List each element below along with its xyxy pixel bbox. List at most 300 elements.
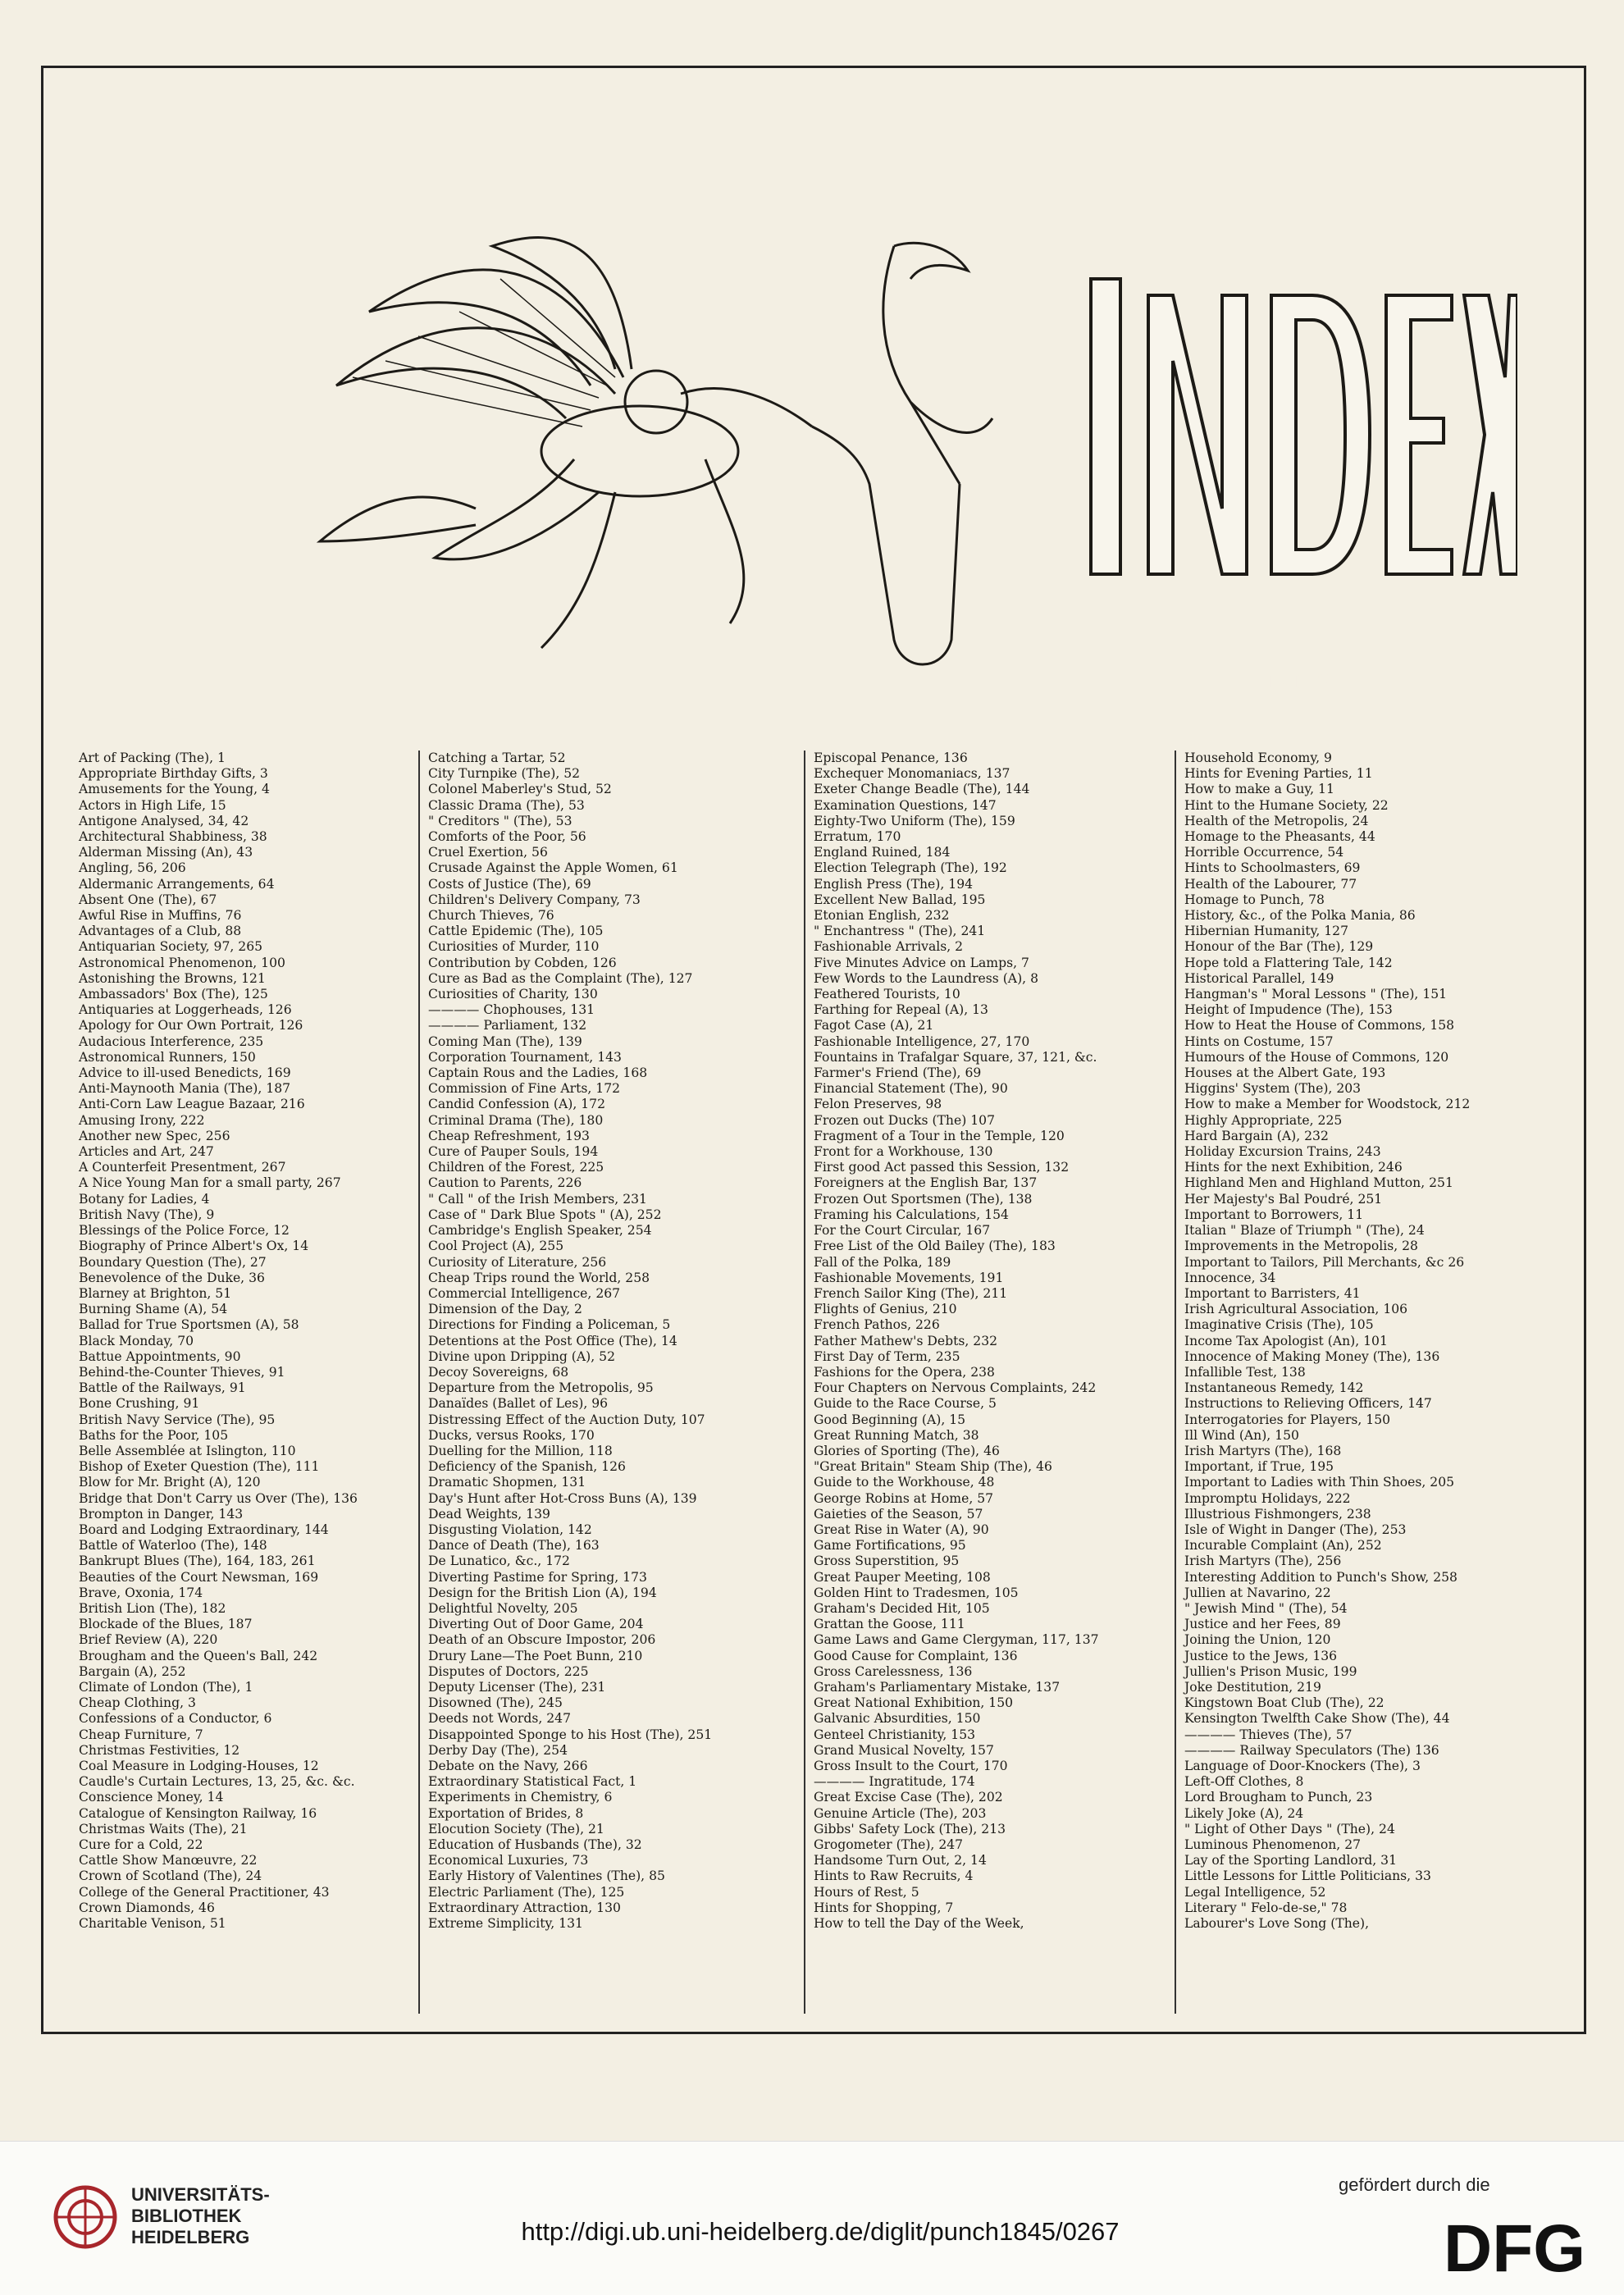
- index-entry: Hard Bargain (A), 232: [1184, 1128, 1329, 1143]
- index-entry: Important to Barristers, 41: [1184, 1285, 1361, 1301]
- index-entry: Bridge that Don't Carry us Over (The), 136: [79, 1490, 358, 1506]
- index-entry: Bargain (A), 252: [79, 1663, 186, 1679]
- index-entry: Felon Preserves, 98: [814, 1097, 942, 1112]
- index-entry: Hints for the next Exhibition, 246: [1184, 1160, 1403, 1175]
- index-entry: Antiquaries at Loggerheads, 126: [79, 1002, 292, 1018]
- index-entry: Joining the Union, 120: [1184, 1632, 1331, 1648]
- index-entry: Disgusting Violation, 142: [428, 1522, 592, 1537]
- index-entry: Danaïdes (Ballet of Les), 96: [428, 1396, 609, 1412]
- index-entry: Departure from the Metropolis, 95: [428, 1380, 654, 1396]
- index-entry: Guide to the Workhouse, 48: [814, 1475, 995, 1490]
- index-entry: Elocution Society (The), 21: [428, 1821, 604, 1836]
- index-entry: Church Thieves, 76: [428, 908, 554, 924]
- index-entry: City Turnpike (The), 52: [428, 766, 581, 782]
- index-entry: Bishop of Exeter Question (The), 111: [79, 1459, 320, 1475]
- index-entry: British Navy Service (The), 95: [79, 1412, 276, 1427]
- index-entry: ———— Chophouses, 131: [428, 1002, 595, 1018]
- index-entry: Houses at the Albert Gate, 193: [1184, 1065, 1386, 1081]
- index-entry: Hints for Evening Parties, 11: [1184, 766, 1373, 782]
- index-entry: Board and Lodging Extraordinary, 144: [79, 1522, 329, 1537]
- index-entry: George Robins at Home, 57: [814, 1490, 994, 1506]
- index-entry: Left-Off Clothes, 8: [1184, 1774, 1304, 1790]
- index-entry: Behind-the-Counter Thieves, 91: [79, 1364, 285, 1380]
- index-entry: Audacious Interference, 235: [79, 1033, 264, 1049]
- index-entry: Health of the Labourer, 77: [1184, 876, 1357, 892]
- index-entry: Death of an Obscure Impostor, 206: [428, 1632, 656, 1648]
- index-entry: Battue Appointments, 90: [79, 1348, 241, 1364]
- index-column-2: [418, 751, 804, 2014]
- index-entry: ———— Thieves (The), 57: [1184, 1727, 1353, 1742]
- index-column-4: [1175, 751, 1568, 2014]
- index-entry: Brougham and the Queen's Ball, 242: [79, 1648, 318, 1663]
- index-entry: College of the General Practitioner, 43: [79, 1884, 330, 1900]
- index-entry: Antigone Analysed, 34, 42: [79, 813, 249, 828]
- index-entry: For the Court Circular, 167: [814, 1223, 991, 1239]
- index-entry: Brief Review (A), 220: [79, 1632, 218, 1648]
- index-entry: Case of " Dark Blue Spots " (A), 252: [428, 1207, 662, 1222]
- index-entry: Income Tax Apologist (An), 101: [1184, 1333, 1388, 1348]
- index-entry: Genuine Article (The), 203: [814, 1805, 987, 1821]
- dfg-logo-icon[interactable]: [1444, 2215, 1599, 2281]
- index-column-3: [804, 751, 1175, 2014]
- index-entry: Free List of the Old Bailey (The), 183: [814, 1239, 1056, 1254]
- index-entry: Horrible Occurrence, 54: [1184, 845, 1344, 860]
- index-entry: Exportation of Brides, 8: [428, 1805, 584, 1821]
- index-entry: England Ruined, 184: [814, 845, 951, 860]
- index-entry: Jullien's Prison Music, 199: [1184, 1663, 1357, 1679]
- index-entry: First Day of Term, 235: [814, 1348, 960, 1364]
- index-entry: Framing his Calculations, 154: [814, 1207, 1009, 1222]
- index-entry: Frozen Out Sportsmen (The), 138: [814, 1191, 1033, 1207]
- index-entry: Debate on the Navy, 266: [428, 1759, 588, 1773]
- index-entry: How to make a Member for Woodstock, 212: [1184, 1097, 1471, 1112]
- index-entry: Hangman's " Moral Lessons " (The), 151: [1184, 987, 1448, 1002]
- index-entry: Hibernian Humanity, 127: [1184, 924, 1349, 939]
- index-entry: Hope told a Flattering Tale, 142: [1184, 955, 1393, 970]
- index-entry: Benevolence of the Duke, 36: [79, 1270, 265, 1285]
- index-entry: Cheap Refreshment, 193: [428, 1128, 590, 1143]
- index-entry: Disappointed Sponge to his Host (The), 251: [428, 1727, 713, 1742]
- index-entry: Handsome Turn Out, 2, 14: [814, 1853, 987, 1868]
- index-entry: A Nice Young Man for a small party, 267: [79, 1175, 341, 1191]
- index-entry: Classic Drama (The), 53: [428, 797, 585, 813]
- index-entry: Drury Lane—The Poet Bunn, 210: [428, 1648, 643, 1663]
- index-entry: Fall of the Polka, 189: [814, 1254, 951, 1270]
- index-entry: Angling, 56, 206: [79, 860, 186, 876]
- index-entry: Blarney at Brighton, 51: [79, 1285, 232, 1301]
- index-entry: Infallible Test, 138: [1184, 1364, 1306, 1380]
- index-entry: Comforts of the Poor, 56: [428, 829, 586, 845]
- index-entry: Ambassadors' Box (The), 125: [79, 987, 268, 1002]
- index-entry: Cheap Furniture, 7: [79, 1727, 203, 1742]
- index-entry: Charitable Venison, 51: [79, 1916, 226, 1932]
- index-entry: Christmas Waits (The), 21: [79, 1821, 248, 1836]
- index-entry: " Call " of the Irish Members, 231: [428, 1191, 647, 1207]
- index-entry: Humours of the House of Commons, 120: [1184, 1049, 1449, 1065]
- index-entry: British Navy (The), 9: [79, 1207, 215, 1222]
- index-column-1: [75, 751, 418, 2014]
- index-entry: Detentions at the Post Office (The), 14: [428, 1333, 677, 1348]
- index-entry: Deficiency of the Spanish, 126: [428, 1459, 626, 1475]
- index-entry: Front for a Workhouse, 130: [814, 1144, 993, 1160]
- index-entry: Homage to the Pheasants, 44: [1184, 829, 1375, 845]
- index-entry: Grattan the Goose, 111: [814, 1617, 965, 1632]
- index-entry: Joke Destitution, 219: [1184, 1679, 1321, 1695]
- index-entry: Absent One (The), 67: [79, 892, 217, 907]
- index-entry: A Counterfeit Presentment, 267: [79, 1160, 286, 1175]
- index-entry: Deeds not Words, 247: [428, 1711, 572, 1727]
- index-entry: Cool Project (A), 255: [428, 1239, 564, 1254]
- index-entry: Actors in High Life, 15: [79, 797, 226, 813]
- index-entry: Examination Questions, 147: [814, 797, 997, 813]
- index-entry: Father Mathew's Debts, 232: [814, 1333, 998, 1348]
- index-entry: Costs of Justice (The), 69: [428, 876, 591, 892]
- index-entry: Boundary Question (The), 27: [79, 1254, 267, 1270]
- funding-label: gefördert durch die: [1339, 2174, 1490, 2195]
- index-entry: Highland Men and Highland Mutton, 251: [1184, 1175, 1453, 1191]
- index-entry: Commercial Intelligence, 267: [428, 1285, 621, 1301]
- index-entry: Isle of Wight in Danger (The), 253: [1184, 1522, 1407, 1537]
- index-entry: Awful Rise in Muffins, 76: [79, 908, 242, 924]
- index-entry: Imaginative Crisis (The), 105: [1184, 1317, 1374, 1333]
- index-entry: ———— Ingratitude, 174: [814, 1774, 975, 1790]
- index-entry: Design for the British Lion (A), 194: [428, 1585, 657, 1600]
- index-entry: Diverting Pastime for Spring, 173: [428, 1569, 647, 1585]
- index-entry: Ill Wind (An), 150: [1184, 1427, 1299, 1443]
- index-entry: Corporation Tournament, 143: [428, 1049, 622, 1065]
- index-entry: Bankrupt Blues (The), 164, 183, 261: [79, 1554, 316, 1569]
- index-entry: Eighty-Two Uniform (The), 159: [814, 813, 1015, 828]
- index-entry: Blow for Mr. Bright (A), 120: [79, 1475, 261, 1490]
- index-entry: Language of Door-Knockers (The), 3: [1184, 1759, 1421, 1773]
- index-entry: Alderman Missing (An), 43: [79, 845, 253, 860]
- index-entry: Experiments in Chemistry, 6: [428, 1790, 613, 1805]
- index-entry: Excellent New Ballad, 195: [814, 892, 986, 907]
- index-entry: Cruel Exertion, 56: [428, 845, 548, 860]
- index-entry: Cure of Pauper Souls, 194: [428, 1144, 599, 1160]
- index-entry: Irish Agricultural Association, 106: [1184, 1302, 1408, 1317]
- index-entry: Great Rise in Water (A), 90: [814, 1522, 989, 1537]
- index-entry: Coming Man (The), 139: [428, 1033, 582, 1049]
- index-entry: Criminal Drama (The), 180: [428, 1112, 604, 1128]
- index-entry: " Jewish Mind " (The), 54: [1184, 1600, 1348, 1616]
- index-entry: Curiosities of Murder, 110: [428, 939, 600, 955]
- index-entry: Lord Brougham to Punch, 23: [1184, 1790, 1373, 1805]
- index-entry: Grogometer (The), 247: [814, 1837, 964, 1853]
- index-entry: Fashionable Intelligence, 27, 170: [814, 1033, 1030, 1049]
- index-entry: Blessings of the Police Force, 12: [79, 1223, 290, 1239]
- index-entry: Anti-Maynooth Mania (The), 187: [79, 1081, 291, 1097]
- index-entry: Interrogatories for Players, 150: [1184, 1412, 1391, 1427]
- index-entry: Antiquarian Society, 97, 265: [79, 939, 263, 955]
- index-entry: Gaieties of the Season, 57: [814, 1506, 983, 1522]
- index-entry: Literary " Felo-de-se," 78: [1184, 1900, 1348, 1915]
- index-entry: Anti-Corn Law League Bazaar, 216: [79, 1097, 305, 1112]
- horn-instrument: [812, 243, 992, 664]
- index-entry: Grand Musical Novelty, 157: [814, 1742, 994, 1758]
- index-entry: Early History of Valentines (The), 85: [428, 1868, 665, 1884]
- index-entry: Incurable Complaint (An), 252: [1184, 1538, 1382, 1554]
- index-entry: Great Pauper Meeting, 108: [814, 1569, 991, 1585]
- index-entry: Game Laws and Game Clergyman, 117, 137: [814, 1632, 1099, 1648]
- index-entry: Episcopal Penance, 136: [814, 751, 968, 765]
- index-entry: Interesting Addition to Punch's Show, 258: [1184, 1569, 1457, 1585]
- index-entry: Electric Parliament (The), 125: [428, 1884, 625, 1900]
- index-entry: Frozen out Ducks (The) 107: [814, 1112, 996, 1128]
- index-entry: Important, if True, 195: [1184, 1459, 1334, 1475]
- index-entry: Etonian English, 232: [814, 908, 950, 924]
- index-entry: Highly Appropriate, 225: [1184, 1112, 1343, 1128]
- index-entry: Bone Crushing, 91: [79, 1396, 200, 1412]
- index-entry: Dimension of the Day, 2: [428, 1302, 582, 1317]
- index-entry: Disowned (The), 245: [428, 1695, 563, 1711]
- index-entry: Holiday Excursion Trains, 243: [1184, 1144, 1381, 1160]
- index-entry: Amusing Irony, 222: [79, 1112, 205, 1128]
- index-entry: Irish Martyrs (The), 256: [1184, 1554, 1342, 1569]
- index-entry: Cattle Show Manœuvre, 22: [79, 1853, 258, 1868]
- index-entry: Fashionable Movements, 191: [814, 1270, 1004, 1285]
- index-entry: Her Majesty's Bal Poudré, 251: [1184, 1191, 1383, 1207]
- index-entry: Italian " Blaze of Triumph " (The), 24: [1184, 1223, 1425, 1239]
- index-entry: Coal Measure in Lodging-Houses, 12: [79, 1759, 319, 1773]
- index-entry: Gross Carelessness, 136: [814, 1663, 973, 1679]
- index-entry: Illustrious Fishmongers, 238: [1184, 1506, 1371, 1522]
- index-entry: Exeter Change Beadle (The), 144: [814, 782, 1030, 797]
- index-entry: Kingstown Boat Club (The), 22: [1184, 1695, 1385, 1711]
- index-entry: Blockade of the Blues, 187: [79, 1617, 253, 1632]
- index-entry: Justice to the Jews, 136: [1184, 1648, 1338, 1663]
- index-entry: Battle of the Railways, 91: [79, 1380, 246, 1396]
- index-entry: Good Cause for Complaint, 136: [814, 1648, 1018, 1663]
- index-entry: Gross Insult to the Court, 170: [814, 1759, 1008, 1773]
- index-entry: Commission of Fine Arts, 172: [428, 1081, 621, 1097]
- index-entry: Decoy Sovereigns, 68: [428, 1364, 569, 1380]
- index-entry: Extreme Simplicity, 131: [428, 1916, 583, 1932]
- index-entry: Hints on Costume, 157: [1184, 1033, 1334, 1049]
- index-entry: Cheap Trips round the World, 258: [428, 1270, 650, 1285]
- index-entry: Innocence, 34: [1184, 1270, 1276, 1285]
- index-entry: Game Fortifications, 95: [814, 1538, 966, 1554]
- index-entry: Great Excise Case (The), 202: [814, 1790, 1003, 1805]
- index-entry: Ballad for True Sportsmen (A), 58: [79, 1317, 299, 1333]
- index-entry: Graham's Decided Hit, 105: [814, 1600, 990, 1616]
- index-entry: Hint to the Humane Society, 22: [1184, 797, 1389, 813]
- index-entry: Cure as Bad as the Complaint (The), 127: [428, 970, 693, 986]
- index-entry: French Sailor King (The), 211: [814, 1285, 1008, 1301]
- index-entry: Curiosity of Literature, 256: [428, 1254, 607, 1270]
- index-entry: Important to Borrowers, 11: [1184, 1207, 1364, 1222]
- index-entry: Brompton in Danger, 143: [79, 1506, 244, 1522]
- index-entry: Hints to Schoolmasters, 69: [1184, 860, 1361, 876]
- heidelberg-library-seal-icon[interactable]: [52, 2184, 118, 2250]
- index-entry: Farmer's Friend (The), 69: [814, 1065, 982, 1081]
- index-entry: Caution to Parents, 226: [428, 1175, 582, 1191]
- index-entry: "Great Britain" Steam Ship (The), 46: [814, 1459, 1052, 1475]
- index-entry: Crown Diamonds, 46: [79, 1900, 215, 1915]
- index-entry: Belle Assemblée at Islington, 110: [79, 1443, 296, 1458]
- index-entry: Children's Delivery Company, 73: [428, 892, 641, 907]
- index-entry: Hours of Rest, 5: [814, 1884, 919, 1900]
- index-entry: Black Monday, 70: [79, 1333, 194, 1348]
- index-entry: Labourer's Love Song (The),: [1184, 1916, 1370, 1932]
- index-entry: " Enchantress " (The), 241: [814, 924, 986, 939]
- index-entry: Aldermanic Arrangements, 64: [79, 876, 275, 892]
- index-entry: Great Running Match, 38: [814, 1427, 979, 1443]
- index-entry: Feathered Tourists, 10: [814, 987, 960, 1002]
- index-entry: Cattle Epidemic (The), 105: [428, 924, 604, 939]
- index-entry: Astronomical Runners, 150: [79, 1049, 256, 1065]
- index-entry: Biography of Prince Albert's Ox, 14: [79, 1239, 309, 1254]
- index-entry: Derby Day (The), 254: [428, 1742, 568, 1758]
- index-entry: Election Telegraph (The), 192: [814, 860, 1007, 876]
- index-entry: Little Lessons for Little Politicians, 33: [1184, 1868, 1431, 1884]
- index-entry: Caudle's Curtain Lectures, 13, 25, &c. &c.: [79, 1774, 355, 1790]
- index-entry: Higgins' System (The), 203: [1184, 1081, 1362, 1097]
- index-entry: Five Minutes Advice on Lamps, 7: [814, 955, 1029, 970]
- index-entry: Articles and Art, 247: [79, 1144, 214, 1160]
- index-entry: Likely Joke (A), 24: [1184, 1805, 1304, 1821]
- index-entry: Dance of Death (The), 163: [428, 1538, 600, 1554]
- index-entry: Distressing Effect of the Auction Duty, 107: [428, 1412, 705, 1427]
- index-entry: Irish Martyrs (The), 168: [1184, 1443, 1342, 1458]
- index-entry: Foreigners at the English Bar, 137: [814, 1175, 1038, 1191]
- index-entry: Justice and her Fees, 89: [1184, 1617, 1341, 1632]
- index-entry: Financial Statement (The), 90: [814, 1081, 1008, 1097]
- index-entry: Important to Tailors, Pill Merchants, &c 26: [1184, 1254, 1465, 1270]
- index-entry: Impromptu Holidays, 222: [1184, 1490, 1351, 1506]
- index-entry: " Light of Other Days " (The), 24: [1184, 1821, 1395, 1836]
- index-entry: Candid Confession (A), 172: [428, 1097, 606, 1112]
- index-entry: Guide to the Race Course, 5: [814, 1396, 997, 1412]
- index-entry: Burning Shame (A), 54: [79, 1302, 228, 1317]
- index-entry: Brave, Oxonia, 174: [79, 1585, 203, 1600]
- index-title: INDEX.: [1266, 671, 1342, 694]
- index-entry: Household Economy, 9: [1184, 751, 1332, 765]
- index-entry: Lay of the Sporting Landlord, 31: [1184, 1853, 1398, 1868]
- index-entry: Delightful Novelty, 205: [428, 1600, 578, 1616]
- index-entry: Appropriate Birthday Gifts, 3: [79, 766, 268, 782]
- index-entry: Graham's Parliamentary Mistake, 137: [814, 1679, 1061, 1695]
- index-entry: Colonel Maberley's Stud, 52: [428, 782, 612, 797]
- index-entry: Crusade Against the Apple Women, 61: [428, 860, 678, 876]
- index-entry: Astonishing the Browns, 121: [79, 970, 266, 986]
- index-entry: Directions for Finding a Policeman, 5: [428, 1317, 671, 1333]
- index-entry: Instantaneous Remedy, 142: [1184, 1380, 1364, 1396]
- index-entry: Honour of the Bar (The), 129: [1184, 939, 1374, 955]
- index-entry: How to Heat the House of Commons, 158: [1184, 1018, 1455, 1033]
- index-entry: Contribution by Cobden, 126: [428, 955, 617, 970]
- index-entry: Fashionable Arrivals, 2: [814, 939, 964, 955]
- viewer-footer: [0, 2141, 1624, 2295]
- index-entry: Catching a Tartar, 52: [428, 751, 566, 765]
- index-entry: Botany for Ladies, 4: [79, 1191, 210, 1207]
- index-entry: Health of the Metropolis, 24: [1184, 813, 1369, 828]
- index-entry: Hints to Raw Recruits, 4: [814, 1868, 974, 1884]
- index-entry: Ducks, versus Rooks, 170: [428, 1427, 595, 1443]
- winged-figure-illustration: [320, 238, 812, 648]
- index-entry: Fashions for the Opera, 238: [814, 1364, 995, 1380]
- index-entry: Farthing for Repeal (A), 13: [814, 1002, 988, 1018]
- index-entry: Fagot Case (A), 21: [814, 1018, 934, 1033]
- index-entry: Height of Impudence (The), 153: [1184, 1002, 1393, 1018]
- index-entry: Captain Rous and the Ladies, 168: [428, 1065, 648, 1081]
- index-entry: Architectural Shabbiness, 38: [79, 829, 267, 845]
- index-entry: Legal Intelligence, 52: [1184, 1884, 1326, 1900]
- index-entry: Fragment of a Tour in the Temple, 120: [814, 1128, 1065, 1143]
- index-entry: Important to Ladies with Thin Shoes, 205: [1184, 1475, 1455, 1490]
- index-entry: Historical Parallel, 149: [1184, 970, 1334, 986]
- index-entry: Cambridge's English Speaker, 254: [428, 1223, 652, 1239]
- index-entry: Cheap Clothing, 3: [79, 1695, 196, 1711]
- library-name[interactable]: UNIVERSITÄTS- BIBLIOTHEK HEIDELBERG: [131, 2184, 270, 2247]
- index-entry: Luminous Phenomenon, 27: [1184, 1837, 1362, 1853]
- index-entry: ———— Parliament, 132: [428, 1018, 587, 1033]
- index-entry: Jullien at Navarino, 22: [1184, 1585, 1331, 1600]
- index-entry: Dead Weights, 139: [428, 1506, 550, 1522]
- index-entry: Economical Luxuries, 73: [428, 1853, 589, 1868]
- index-entry: History, &c., of the Polka Mania, 86: [1184, 908, 1416, 924]
- index-entry: Beauties of the Court Newsman, 169: [79, 1569, 319, 1585]
- index-entry: Golden Hint to Tradesmen, 105: [814, 1585, 1019, 1600]
- index-entry: Extraordinary Attraction, 130: [428, 1900, 621, 1915]
- index-entry: Amusements for the Young, 4: [79, 782, 270, 797]
- index-entry: Day's Hunt after Hot-Cross Buns (A), 139: [428, 1490, 697, 1506]
- index-entry: Baths for the Poor, 105: [79, 1427, 229, 1443]
- index-entry: Climate of London (The), 1: [79, 1679, 253, 1695]
- index-entry: Galvanic Absurdities, 150: [814, 1711, 981, 1727]
- index-entry: Good Beginning (A), 15: [814, 1412, 966, 1427]
- index-entry: Four Chapters on Nervous Complaints, 242: [814, 1380, 1097, 1396]
- index-entry: Fountains in Trafalgar Square, 37, 121, &c.: [814, 1049, 1097, 1065]
- index-entry: Gross Superstition, 95: [814, 1554, 960, 1569]
- index-entry: " Creditors " (The), 53: [428, 813, 573, 828]
- index-entry: Cure for a Cold, 22: [79, 1837, 203, 1853]
- index-entry: Gibbs' Safety Lock (The), 213: [814, 1821, 1006, 1836]
- permalink-url[interactable]: http://digi.ub.uni-heidelberg.de/diglit/punch1845/0267: [521, 2217, 1120, 2246]
- index-entry: Astronomical Phenomenon, 100: [79, 955, 285, 970]
- index-entry: Advice to ill-used Benedicts, 169: [79, 1065, 291, 1081]
- index-entry: Erratum, 170: [814, 829, 901, 845]
- index-entry: How to tell the Day of the Week,: [814, 1916, 1024, 1932]
- index-entry: How to make a Guy, 11: [1184, 782, 1334, 797]
- index-entry: Curiosities of Charity, 130: [428, 987, 598, 1002]
- index-header-illustration: [271, 213, 1517, 697]
- index-entry: Extraordinary Statistical Fact, 1: [428, 1774, 637, 1790]
- index-entry: Improvements in the Metropolis, 28: [1184, 1239, 1418, 1254]
- index-entry: Duelling for the Million, 118: [428, 1443, 613, 1458]
- index-entry: Education of Husbands (The), 32: [428, 1837, 642, 1853]
- index-entry: Confessions of a Conductor, 6: [79, 1711, 272, 1727]
- index-entry: Genteel Christianity, 153: [814, 1727, 976, 1742]
- dfg-logo-text: DFG: [1444, 2215, 1586, 2281]
- index-entry: Apology for Our Own Portrait, 126: [79, 1018, 303, 1033]
- index-entry: Innocence of Making Money (The), 136: [1184, 1348, 1440, 1364]
- index-entry: Catalogue of Kensington Railway, 16: [79, 1805, 317, 1821]
- index-entry: Advantages of a Club, 88: [79, 924, 242, 939]
- index-entry: Crown of Scotland (The), 24: [79, 1868, 262, 1884]
- index-entry: Deputy Licenser (The), 231: [428, 1679, 606, 1695]
- index-entry: French Pathos, 226: [814, 1317, 940, 1333]
- index-entry: Glories of Sporting (The), 46: [814, 1443, 1000, 1458]
- index-entry: Great National Exhibition, 150: [814, 1695, 1014, 1711]
- index-entry: Homage to Punch, 78: [1184, 892, 1325, 907]
- index-entry: English Press (The), 194: [814, 876, 974, 892]
- index-title-letters: [1091, 279, 1517, 574]
- index-entry: First good Act passed this Session, 132: [814, 1160, 1070, 1175]
- index-entry: Dramatic Shopmen, 131: [428, 1475, 586, 1490]
- index-entry: Art of Packing (The), 1: [79, 751, 226, 765]
- index-entry: Disputes of Doctors, 225: [428, 1663, 589, 1679]
